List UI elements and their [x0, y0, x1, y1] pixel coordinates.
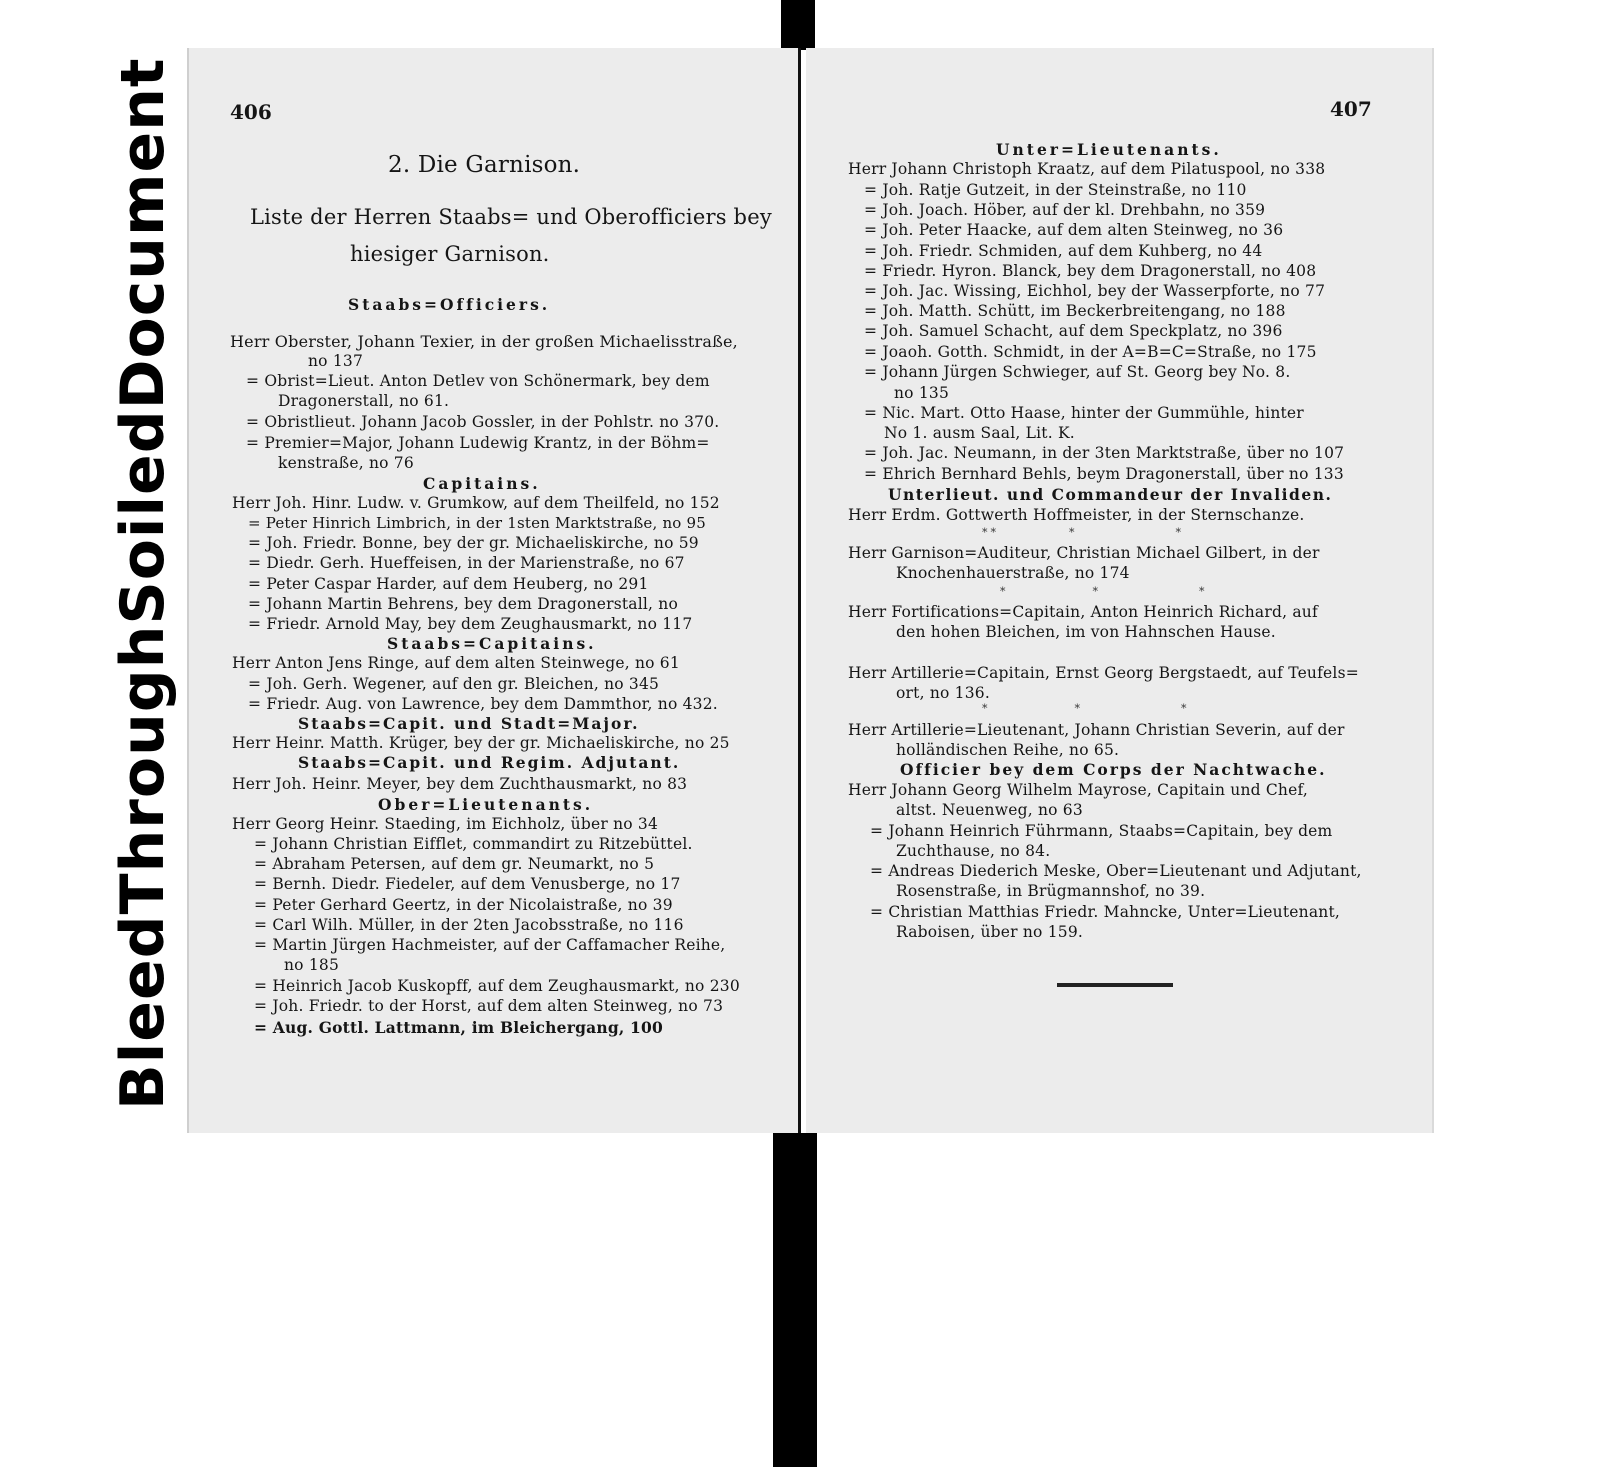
entry-line: = Johann Martin Behrens, bey dem Dragonerstall, no — [248, 595, 679, 613]
book-spine — [798, 48, 801, 1133]
entry-line: den hohen Bleichen, im von Hahnschen Hause. — [896, 623, 1276, 641]
entry-line: Herr Artillerie=Capitain, Ernst Georg Bergstaedt, auf Teufels= — [848, 664, 1359, 682]
entry-line: = Nic. Mart. Otto Haase, hinter der Gummühle, hinter — [864, 404, 1304, 422]
entry-line: = Obrist=Lieut. Anton Detlev von Schönermark, bey dem — [246, 372, 710, 390]
entry-line: = Peter Hinrich Limbrich, in der 1sten Marktstraße, no 95 — [248, 514, 706, 532]
entry-line: Herr Johann Georg Wilhelm Mayrose, Capitain und Chef, — [848, 781, 1309, 799]
section-heading: Staabs=Officiers. — [348, 295, 551, 314]
entry-line: = Joh. Joach. Höber, auf der kl. Drehbahn, no 359 — [864, 201, 1266, 219]
entry-line: = Joaoh. Gotth. Schmidt, in der A=B=C=Straße, no 175 — [864, 343, 1317, 361]
page-number: 407 — [1330, 97, 1372, 121]
entry-line: Herr Heinr. Matth. Krüger, bey der gr. Michaeliskirche, no 25 — [232, 734, 730, 752]
page-number: 406 — [230, 100, 272, 124]
entry-line: no 185 — [284, 956, 340, 974]
entry-line: no 137 — [308, 352, 364, 370]
entry-line: = Carl Wilh. Müller, in der 2ten Jacobsstraße, no 116 — [254, 916, 684, 934]
section-heading: Unterlieut. und Commandeur der Invaliden. — [888, 485, 1333, 504]
entry-line: = Peter Caspar Harder, auf dem Heuberg, no 291 — [248, 575, 649, 593]
entry-line: Rosenstraße, in Brügmannshof, no 39. — [896, 882, 1206, 900]
entry-line: = Joh. Friedr. to der Horst, auf dem alten Steinweg, no 73 — [254, 997, 724, 1015]
binding-tape-bottom — [773, 1133, 817, 1467]
entry-line: no 135 — [894, 384, 950, 402]
entry-line: = Obristlieut. Johann Jacob Gossler, in der Pohlstr. no 370. — [246, 413, 720, 431]
section-heading: Ober=Lieutenants. — [378, 795, 594, 814]
section-heading: Officier bey dem Corps der Nachtwache. — [900, 760, 1327, 779]
entry-line: Herr Fortifications=Capitain, Anton Heinrich Richard, auf — [848, 603, 1318, 621]
page-subtitle: Liste der Herren Staabs= und Oberofficiers bey — [250, 205, 772, 229]
entry-line: ort, no 136. — [896, 684, 990, 702]
page-subtitle: hiesiger Garnison. — [350, 242, 550, 266]
page-title: 2. Die Garnison. — [388, 152, 581, 178]
entry-line: = Abraham Petersen, auf dem gr. Neumarkt, no 5 — [254, 855, 655, 873]
stamp-strip — [96, 40, 178, 1110]
stamp-label — [102, 57, 184, 1110]
entry-line: altst. Neuenweg, no 63 — [896, 801, 1083, 819]
ornament-asterisks: * * * — [1000, 585, 1208, 598]
entry-line: = Diedr. Gerh. Hueffeisen, in der Marienstraße, no 67 — [248, 554, 685, 572]
ornament-asterisks: *​* * * — [982, 526, 1184, 539]
entry-line: = Joh. Matth. Schütt, im Beckerbreitengang, no 188 — [864, 302, 1286, 320]
entry-line: = Friedr. Hyron. Blanck, bey dem Dragonerstall, no 408 — [864, 262, 1317, 280]
entry-line: Herr Artillerie=Lieutenant, Johann Christian Severin, auf der — [848, 721, 1345, 739]
entry-line: = Johann Christian Eifflet, commandirt zu Ritzebüttel. — [254, 835, 693, 853]
entry-line: Herr Georg Heinr. Staeding, im Eichholz, über no 34 — [232, 815, 659, 833]
section-heading: Unter=Lieutenants. — [996, 140, 1222, 159]
entry-line: = Bernh. Diedr. Fiedeler, auf dem Venusberge, no 17 — [254, 875, 681, 893]
entry-line: = Joh. Gerh. Wegener, auf den gr. Bleichen, no 345 — [248, 675, 660, 693]
entry-line: = Premier=Major, Johann Ludewig Krantz, in der Böhm= — [246, 434, 710, 452]
stamp-word: Bleed — [108, 914, 178, 1110]
entry-line: Dragonerstall, no 61. — [278, 392, 450, 410]
entry-line: = Andreas Diederich Meske, Ober=Lieutenant und Adjutant, — [870, 862, 1362, 880]
entry-line: = Heinrich Jacob Kuskopff, auf dem Zeughausmarkt, no 230 — [254, 977, 740, 995]
entry-line: No 1. ausm Saal, Lit. K. — [884, 424, 1075, 442]
binding-tape-top — [781, 0, 815, 50]
section-heading: Staabs=Capit. und Regim. Adjutant. — [298, 753, 681, 772]
entry-line: Herr Anton Jens Ringe, auf dem alten Steinwege, no 61 — [232, 654, 680, 672]
ornament-asterisks: * * * — [982, 702, 1190, 715]
section-heading: Staabs=Capitains. — [387, 634, 597, 653]
entry-line: = Joh. Samuel Schacht, auf dem Speckplatz, no 396 — [864, 322, 1283, 340]
stamp-word: Soiled — [108, 409, 178, 625]
entry-line: = Johann Jürgen Schwieger, auf St. Georg bey No. 8. — [864, 363, 1291, 381]
entry-line: = Martin Jürgen Hachmeister, auf der Caffamacher Reihe, — [254, 936, 726, 954]
end-rule — [1057, 983, 1173, 987]
entry-line: = Peter Gerhard Geertz, in der Nicolaistraße, no 39 — [254, 896, 673, 914]
entry-line: Herr Oberster, Johann Texier, in der großen Michaelisstraße, — [230, 332, 738, 351]
entry-line: = Christian Matthias Friedr. Mahncke, Unter=Lieutenant, — [870, 903, 1341, 921]
entry-line: = Joh. Jac. Neumann, in der 3ten Marktstraße, über no 107 — [864, 444, 1345, 462]
entry-line: = Johann Heinrich Führmann, Staabs=Capitain, bey dem — [870, 822, 1333, 840]
entry-line: Herr Erdm. Gottwerth Hoffmeister, in der Sternschanze. — [848, 506, 1305, 524]
entry-line: = Aug. Gottl. Lattmann, im Bleichergang, 100 — [254, 1018, 664, 1037]
entry-line: Herr Garnison=Auditeur, Christian Michael Gilbert, in der — [848, 544, 1320, 562]
entry-line: = Joh. Friedr. Bonne, bey der gr. Michaeliskirche, no 59 — [248, 534, 699, 552]
entry-line: Herr Joh. Hinr. Ludw. v. Grumkow, auf dem Theilfeld, no 152 — [232, 494, 720, 512]
entry-line: = Joh. Jac. Wissing, Eichhol, bey der Wasserpforte, no 77 — [864, 282, 1326, 300]
stamp-word: Document — [108, 57, 178, 410]
entry-line: = Friedr. Arnold May, bey dem Zeughausmarkt, no 117 — [248, 615, 693, 633]
entry-line: Knochenhauerstraße, no 174 — [896, 564, 1130, 582]
entry-line: = Joh. Peter Haacke, auf dem alten Steinweg, no 36 — [864, 221, 1284, 239]
entry-line: kenstraße, no 76 — [278, 454, 414, 472]
entry-line: = Friedr. Aug. von Lawrence, bey dem Dammthor, no 432. — [248, 695, 718, 713]
entry-line: holländischen Reihe, no 65. — [896, 741, 1120, 759]
entry-line: = Joh. Ratje Gutzeit, in der Steinstraße, no 110 — [864, 181, 1247, 199]
entry-line: Zuchthause, no 84. — [896, 842, 1051, 860]
entry-line: Raboisen, über no 159. — [896, 923, 1084, 941]
entry-line: = Joh. Friedr. Schmiden, auf dem Kuhberg, no 44 — [864, 242, 1263, 260]
entry-line: = Ehrich Bernhard Behls, beym Dragonerstall, über no 133 — [864, 465, 1344, 483]
entry-line: Herr Johann Christoph Kraatz, auf dem Pilatuspool, no 338 — [848, 160, 1326, 178]
section-heading: Staabs=Capit. und Stadt=Major. — [298, 714, 640, 733]
section-heading: Capitains. — [423, 474, 541, 493]
stamp-word: Through — [108, 624, 178, 915]
entry-line: Herr Joh. Heinr. Meyer, bey dem Zuchthausmarkt, no 83 — [232, 775, 688, 793]
